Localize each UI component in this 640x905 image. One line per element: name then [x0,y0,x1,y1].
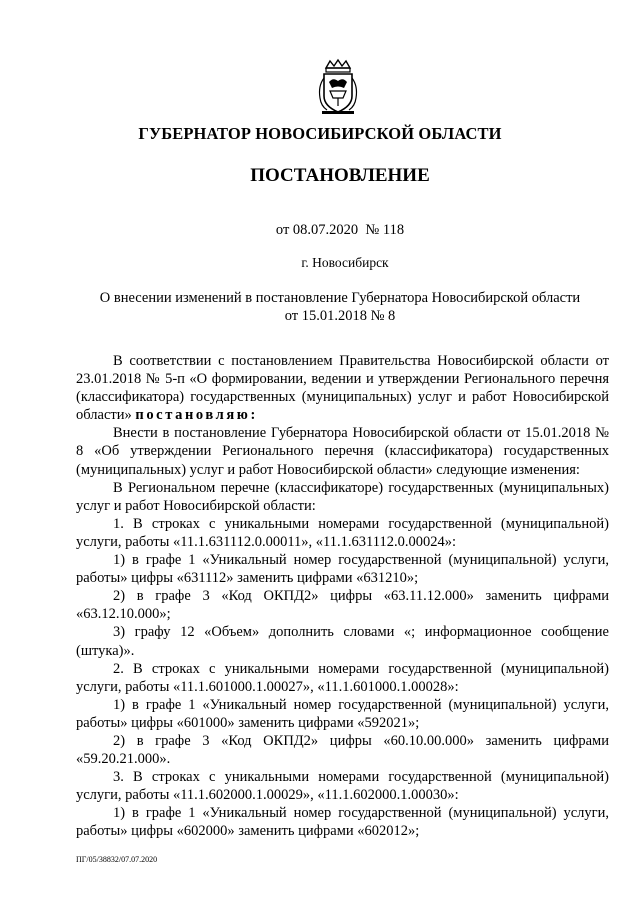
body-paragraph: 1) в графе 1 «Уникальный номер государственной (муниципальной) услуги, работы» цифры «601000» заменить цифрами «592021»; [76,696,609,731]
footer-document-code: ПГ/05/38832/07.07.2020 [76,855,158,864]
preamble-text: В соответствии с постановлением Правительства Новосибирской области от 23.01.2018 № 5-п «О формировании, ведении и утверждении Регионального перечня (классификатора) государственных (муниципальных) услуг и работ Новосибирской области» [76,353,609,424]
subject-line-2: от 15.01.2018 № 8 [284,308,396,324]
body-paragraph: 2) в графе 3 «Код ОКПД2» цифры «63.11.12.000» заменить цифрами «63.12.10.000»; [76,588,609,623]
subject-line-1: О внесении изменений в постановление Губернатора Новосибирской области [99,290,581,306]
preamble-paragraph [76,352,609,424]
resolve-word: постановляю: [135,407,258,424]
body-paragraph: 2) в графе 3 «Код ОКПД2» цифры «60.10.00.000» заменить цифрами «59.20.21.000». [76,732,609,768]
date-number-line: от 08.07.2020 № 118 [275,222,405,238]
document-type: ПОСТАНОВЛЕНИЕ [250,165,430,186]
body-paragraph: 1) в графе 1 «Уникальный номер государственной (муниципальной) услуги, работы» цифры «631112» заменить цифрами «631210»; [76,552,609,587]
body-paragraph: Внести в постановление Губернатора Новосибирской области от 15.01.2018 № 8 «Об утверждении Регионального перечня (классификатора) государственных (муниципальных) услуг и работ Новосибирской области» следующие изменения: [76,425,609,478]
body-paragraph: 3) графу 12 «Объем» дополнить словами «; информационное сообщение (штука)». [76,624,609,659]
document-body [76,352,609,841]
body-paragraph: 1) в графе 1 «Уникальный номер государственной (муниципальной) услуги, работы» цифры «602000» заменить цифрами «602012»; [76,805,609,840]
body-paragraph: 1. В строках с уникальными номерами государственной (муниципальной) услуги, работы «11.1.631112.0.00011», «11.1.631112.0.00024»: [76,515,609,550]
document-subject [70,289,610,325]
governor-title: ГУБЕРНАТОР НОВОСИБИРСКОЙ ОБЛАСТИ [138,124,502,143]
city-line: г. Новосибирск [301,255,389,270]
body-paragraph: 3. В строках с уникальными номерами государственной (муниципальной) услуги, работы «11.1.602000.1.00029», «11.1.602000.1.00030»: [76,769,609,804]
coat-of-arms-emblem [316,58,360,116]
body-paragraph: В Региональном перечне (классификаторе) государственных (муниципальных) услуг и работ Новосибирской области: [76,479,609,514]
body-paragraph: 2. В строках с уникальными номерами государственной (муниципальной) услуги, работы «11.1.601000.1.00027», «11.1.601000.1.00028»: [76,660,609,695]
